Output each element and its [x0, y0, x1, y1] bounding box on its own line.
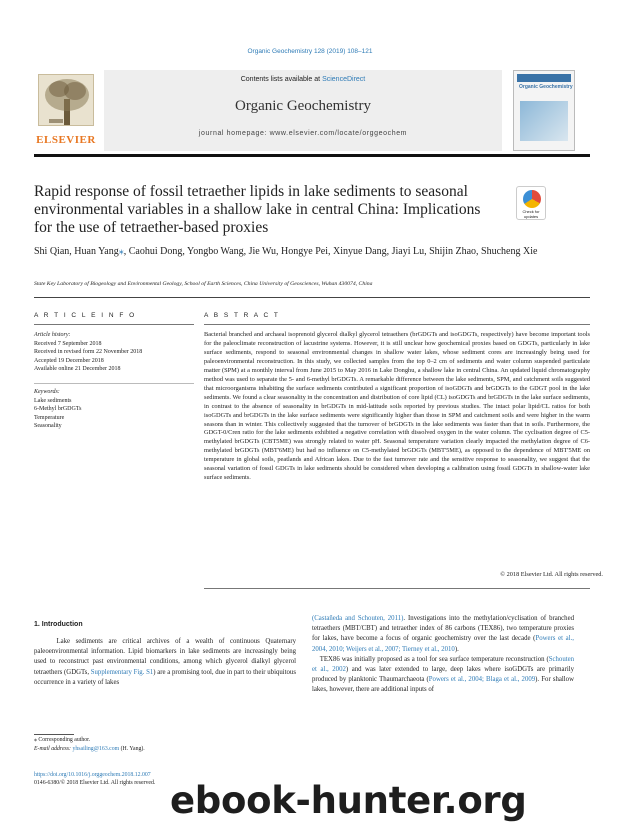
elsevier-tree-icon: [38, 74, 94, 126]
cover-image: [520, 101, 568, 141]
journal-cover-thumbnail[interactable]: [513, 70, 575, 151]
citation-link[interactable]: Schouten et al., 2002: [312, 655, 575, 674]
abstract-heading: A B S T R A C T: [204, 312, 280, 319]
title-rule: [34, 297, 590, 298]
body-text: Lake sediments are critical archives of a wealth of continuous Quaternary paleoenvironmental information. Lipid biomarkers in lake sediments are increasingly being used to reconstruct past environmental conditions, among which glycerol dialkyl glycerol tetraethers (GDGTs,: [34, 638, 296, 676]
section-heading-introduction: 1. Introduction: [34, 621, 83, 628]
citation-link[interactable]: Powers et al., 2004, 2010; Weijers et al., 2007; Tierney et al., 2010: [312, 635, 574, 653]
abstract-rule-top: [204, 324, 590, 325]
abstract-rule-bottom: [204, 588, 590, 589]
paragraph: [312, 655, 574, 696]
email-label: E-mail address:: [34, 745, 73, 752]
citation-link[interactable]: Powers et al., 2004; Blaga et al., 2009: [428, 676, 536, 684]
crossmark-badge[interactable]: [516, 186, 546, 220]
authors-lead: Shi Qian, Huan Yang: [34, 246, 119, 257]
body-text: . Investigations into the methylation/cyclisation of branched tetraethers (MBT/CBT) and tetraether index of 86 carbons (TEX86), two temperature proxies for lakes, have become a focus of organic geochemistry over the last decade (: [312, 615, 574, 643]
journal-masthead: [34, 70, 590, 151]
keyword-item: 6-Methyl brGDGTs: [34, 406, 82, 413]
body-text: ) and was later extended to large, deep lakes where isoGDGTs are primarily produced by planktonic Thaumarchaeota (: [312, 666, 575, 684]
email-link[interactable]: yhsailing@163.com: [72, 745, 120, 752]
contents-prefix: Contents lists available at: [240, 76, 323, 83]
article-history: [34, 331, 194, 374]
keywords-label: Keywords:: [34, 389, 60, 395]
history-label: Article history:: [34, 332, 71, 338]
email-line: [34, 745, 296, 754]
history-online: Available online 21 December 2018: [34, 366, 121, 373]
body-column-right: [312, 614, 574, 696]
article-info-heading: A R T I C L E I N F O: [34, 312, 137, 319]
article-info-rule: [34, 324, 194, 325]
history-revised: Received in revised form 22 November 2018: [34, 349, 143, 356]
footnote: [34, 736, 296, 753]
authors-rest: , Caohui Dong, Yongbo Wang, Jie Wu, Hongye Pei, Xinyue Dang, Jiayi Lu, Shijin Zhao, Shucheng Xie: [123, 246, 538, 257]
article-title: Rapid response of fossil tetraether lipids in lake sediments to seasonal environmental variables in a shallow lake in central China: Implications for the use of tetraether-based proxies: [34, 183, 481, 236]
journal-title-box: [104, 70, 502, 151]
history-received: Received 7 September 2018: [34, 340, 102, 347]
doi-link[interactable]: https://doi.org/10.1016/j.orggeochem.2018.12.007: [34, 772, 151, 778]
elsevier-wordmark: ELSEVIER: [36, 134, 96, 146]
abstract-text: Bacterial branched and archaeal isoprenoid glycerol dialkyl glycerol tetraethers (brGDGTs and isoGDGTs, respectively) have become important tools for the paleoclimate reconstruction of lacustrine systems. However, it is still unclear how geochemical proxies based on GDGTs, particularly in lake surface sediments, respond to seasonal environmental changes in shallow water lakes, whose sediment cores are increasingly being used for paleoenvironmental reconstruction. In this study, we collected samples from the top 0–2 cm of sediments and water column suspended particulate matter (SPM) at a monthly interval from June 2015 to May 2016 in Lake Donghu, a shallow lake in central China. An updated liquid chromatography method was used to separate the 5- and 6-methyl brGDGTs. A remarkable difference between the lake sediments, SPM, and catchment soils suggested that microorganisms inhabiting the surface sediments contributed a significant proportion of isoGDGTs and brGDGTs to the GDGT pool in the lake sediments. We found a clear seasonality in the concentration and distribution of core lipid (CL) isoGDGTs and brGDGTs in the lake surface sediments, in contrast to the absence of seasonality in brGDGTs in mid-latitude soils reported by previous studies. The intact polar lipid/CL ratios for both isoGDGTs and brGDGTs in the lake surface sediments were significantly higher than those in SPM and catchment soils and were higher in the warm seasons than in winter. This collectively suggested that the turnover of brGDGTs in the lake sediments was faster than that in soils. Furthermore, the GDGT-0/Cren ratio for the lake sediments exhibited a negative correlation with dissolved oxygen in the water column. The cyclisation degree of C5-methylated brGDGTs (CBT5ME) was strongly related to water pH. Seasonal temperature variation clearly impacted the methylation degree of C6-methylated brGDGTs (MBT'6ME) but had no influence on C5-methylated brGDGTs (MBT'5ME), as opposed to the dependence of MBT'5ME on temperature in global soils, peatlands and African lakes. Due to the fast turnover rate and the sensitive response to seasonality, we suggest that the seasonal variation of fossil GDGTs in lake sediments should be considered when developing a calibration using fossil GDGTs in shallow-water lake surface sediments.: [204, 331, 590, 482]
crossmark-label: Check for updates: [522, 209, 540, 219]
keywords: [34, 388, 194, 431]
affiliation: State Key Laboratory of Biogeology and Environmental Geology, School of Earth Sciences, China University of Geosciences, Wuhan 430074, China: [34, 281, 373, 287]
author-list: [34, 245, 574, 259]
header-rule: [34, 154, 590, 157]
contents-available-line: [104, 76, 502, 83]
email-suffix: (H. Yang).: [119, 745, 145, 752]
crossmark-icon: [523, 190, 541, 208]
keywords-rule: [34, 383, 194, 384]
keyword-item: Temperature: [34, 414, 65, 421]
abstract-copyright: © 2018 Elsevier Ltd. All rights reserved.: [500, 571, 603, 578]
issn-line: 0146-6380/© 2018 Elsevier Ltd. All rights reserved.: [34, 780, 156, 787]
journal-title: Organic Geochemistry: [235, 98, 371, 114]
cover-band: [517, 74, 571, 82]
supplementary-figure-link[interactable]: Supplementary Fig. S1: [90, 668, 154, 676]
paragraph: [312, 614, 574, 655]
elsevier-logo[interactable]: [34, 70, 98, 151]
history-accepted: Accepted 19 December 2018: [34, 357, 104, 364]
citation-link[interactable]: (Castañeda and Schouten, 2011): [312, 615, 404, 622]
corresponding-author-marker[interactable]: ⁎: [118, 246, 124, 257]
keyword-item: Seasonality: [34, 423, 62, 430]
cover-title: Organic Geochemistry: [519, 84, 573, 90]
body-column-left: [34, 637, 296, 688]
body-text: ) are a promising tool, due in part to their ubiquitous occurrence in a variety of lakes: [34, 668, 296, 686]
body-text: ). For shallow lakes, however, there are additional inputs of: [312, 676, 574, 694]
body-text: TEX86 was initially proposed as a tool for sea surface temperature reconstruction (: [319, 655, 549, 663]
keyword-item: Lake sediments: [34, 397, 72, 404]
sciencedirect-link[interactable]: ScienceDirect: [322, 76, 366, 83]
body-text: ).: [454, 645, 459, 653]
watermark: ebook-hunter.org: [170, 779, 527, 822]
journal-homepage-link[interactable]: journal homepage: www.elsevier.com/locate/orggeochem: [198, 130, 408, 137]
footnote-rule: [34, 734, 74, 735]
journal-citation-link[interactable]: Organic Geochemistry 128 (2019) 108–121: [247, 48, 373, 55]
corresponding-author-note: ⁎ Corresponding author.: [34, 737, 91, 743]
